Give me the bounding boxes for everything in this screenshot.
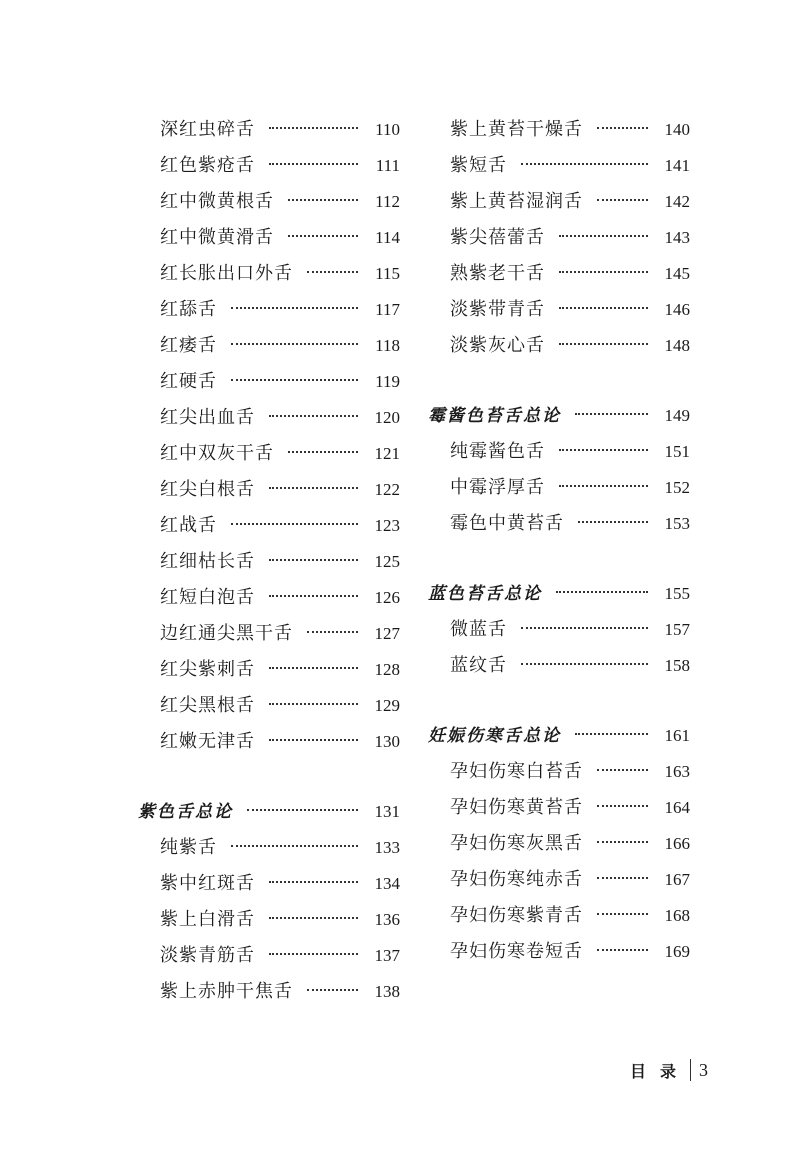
dot-leader [269,163,358,165]
toc-entry[interactable] [428,898,690,934]
toc-entry[interactable] [138,508,400,544]
toc-entry-title: 红长胀出口外舌 [160,263,293,284]
dot-leader [559,235,648,237]
toc-entry[interactable] [138,724,400,760]
dot-leader [556,591,648,593]
toc-entry-title: 紫上赤肿干焦舌 [160,981,293,1002]
dot-leader [575,733,648,735]
dot-leader [269,487,358,489]
dot-leader [521,663,648,665]
toc-entry-page: 164 [664,798,690,817]
dot-leader [269,953,358,955]
toc-right-column [428,112,690,970]
toc-entry-page: 131 [374,802,400,821]
toc-entry[interactable] [428,790,690,826]
toc-entry-title: 紫尖蓓蕾舌 [450,227,545,248]
toc-entry-page: 152 [664,478,690,497]
toc-entry-title: 红细枯长舌 [160,551,255,572]
toc-entry[interactable] [138,938,400,974]
dot-leader [269,917,358,919]
toc-entry-page: 119 [375,372,400,391]
dot-leader [597,127,648,129]
dot-leader [597,805,648,807]
toc-section-heading[interactable] [428,576,690,612]
toc-entry[interactable] [428,256,690,292]
dot-leader [597,877,648,879]
toc-entry[interactable] [428,826,690,862]
toc-entry-page: 115 [375,264,400,283]
section-gap [428,684,690,718]
toc-entry-title: 紫中红斑舌 [160,873,255,894]
toc-entry-page: 153 [664,514,690,533]
toc-entry-title: 红尖黑根舌 [160,695,255,716]
toc-entry[interactable] [428,434,690,470]
toc-entry-page: 141 [664,156,690,175]
toc-entry[interactable] [138,256,400,292]
dot-leader [231,523,358,525]
toc-entry-page: 138 [374,982,400,1001]
dot-leader [559,271,648,273]
toc-entry-page: 137 [374,946,400,965]
toc-entry-page: 163 [664,762,690,781]
toc-entry-title: 中霉浮厚舌 [450,477,545,498]
dot-leader [307,631,358,633]
toc-entry-page: 151 [664,442,690,461]
dot-leader [597,949,648,951]
toc-entry-title: 紫上白滑舌 [160,909,255,930]
toc-entry[interactable] [138,364,400,400]
toc-entry-title: 边红通尖黑干舌 [160,623,293,644]
toc-entry-title: 蓝色苔舌总论 [428,584,542,604]
toc-entry-page: 125 [374,552,400,571]
toc-entry-title: 紫色舌总论 [138,802,233,822]
toc-entry-page: 128 [374,660,400,679]
dot-leader [559,307,648,309]
toc-section-heading[interactable] [428,718,690,754]
dot-leader [578,521,648,523]
toc-entry-page: 117 [375,300,400,319]
toc-entry-page: 168 [664,906,690,925]
dot-leader [231,307,358,309]
dot-leader [269,127,358,129]
toc-entry[interactable] [138,616,400,652]
toc-left-column [138,112,400,1010]
dot-leader [521,163,648,165]
toc-entry-page: 140 [664,120,690,139]
toc-entry-title: 红痿舌 [160,335,217,356]
toc-entry[interactable] [138,292,400,328]
dot-leader [559,449,648,451]
toc-entry-page: 142 [664,192,690,211]
toc-entry-page: 114 [375,228,400,247]
toc-entry[interactable] [138,580,400,616]
section-gap [138,760,400,794]
toc-entry[interactable] [428,184,690,220]
dot-leader [231,379,358,381]
dot-leader [231,343,358,345]
dot-leader [575,413,648,415]
toc-entry[interactable] [138,652,400,688]
toc-entry-title: 孕妇伤寒纯赤舌 [450,869,583,890]
toc-entry-title: 熟紫老干舌 [450,263,545,284]
toc-entry-title: 微蓝舌 [450,619,507,640]
toc-entry-title: 红中微黄根舌 [160,191,274,212]
toc-entry-title: 霉色中黄苔舌 [450,513,564,534]
toc-entry[interactable] [428,934,690,970]
toc-entry-page: 127 [374,624,400,643]
toc-entry[interactable] [428,220,690,256]
toc-entry[interactable] [428,112,690,148]
dot-leader [597,841,648,843]
toc-entry-title: 红硬舌 [160,371,217,392]
toc-entry-title: 红尖出血舌 [160,407,255,428]
toc-entry-title: 紫上黄苔湿润舌 [450,191,583,212]
toc-entry-title: 红短白泡舌 [160,587,255,608]
toc-entry[interactable] [138,902,400,938]
dot-leader [288,199,358,201]
toc-entry[interactable] [138,472,400,508]
dot-leader [288,235,358,237]
toc-entry[interactable] [138,220,400,256]
toc-entry[interactable] [428,292,690,328]
toc-entry-page: 130 [374,732,400,751]
toc-entry[interactable] [138,184,400,220]
toc-entry-page: 122 [374,480,400,499]
toc-entry-page: 110 [375,120,400,139]
dot-leader [269,739,358,741]
toc-entry[interactable] [138,974,400,1010]
toc-entry[interactable] [428,648,690,684]
toc-entry-page: 120 [374,408,400,427]
toc-entry[interactable] [428,754,690,790]
dot-leader [269,415,358,417]
toc-entry-title: 蓝纹舌 [450,655,507,676]
toc-entry-title: 霉酱色苔舌总论 [428,406,561,426]
dot-leader [288,451,358,453]
toc-entry-title: 紫短舌 [450,155,507,176]
dot-leader [231,845,358,847]
dot-leader [247,809,358,811]
toc-entry-page: 161 [664,726,690,745]
page-footer [630,1056,708,1084]
toc-entry-title: 孕妇伤寒黄苔舌 [450,797,583,818]
toc-entry-title: 红中双灰干舌 [160,443,274,464]
dot-leader [307,271,358,273]
toc-entry-title: 红嫩无津舌 [160,731,255,752]
toc-entry-title: 红色紫疮舌 [160,155,255,176]
toc-entry[interactable] [138,148,400,184]
toc-entry[interactable] [138,328,400,364]
footer-divider [690,1059,691,1081]
dot-leader [269,703,358,705]
dot-leader [269,667,358,669]
toc-entry-title: 淡紫灰心舌 [450,335,545,356]
toc-entry-title: 淡紫青筋舌 [160,945,255,966]
toc-entry[interactable] [428,612,690,648]
toc-entry-title: 妊娠伤寒舌总论 [428,726,561,746]
toc-entry-title: 孕妇伤寒灰黑舌 [450,833,583,854]
toc-entry-page: 145 [664,264,690,283]
toc-entry[interactable] [138,544,400,580]
toc-entry-page: 112 [375,192,400,211]
dot-leader [269,595,358,597]
toc-entry-title: 孕妇伤寒白苔舌 [450,761,583,782]
toc-entry-page: 121 [374,444,400,463]
toc-entry-page: 111 [375,156,400,175]
toc-entry-page: 148 [664,336,690,355]
dot-leader [521,627,648,629]
toc-entry[interactable] [428,506,690,542]
toc-entry[interactable] [138,866,400,902]
toc-entry-page: 134 [374,874,400,893]
toc-entry-title: 红舔舌 [160,299,217,320]
toc-entry-page: 129 [374,696,400,715]
toc-section-heading[interactable] [428,398,690,434]
toc-entry-title: 红尖白根舌 [160,479,255,500]
dot-leader [269,559,358,561]
toc-entry-page: 155 [664,584,690,603]
toc-entry[interactable] [138,112,400,148]
toc-entry[interactable] [138,436,400,472]
toc-entry-page: 157 [664,620,690,639]
toc-entry[interactable] [428,470,690,506]
toc-entry-page: 133 [374,838,400,857]
toc-entry-title: 孕妇伤寒卷短舌 [450,941,583,962]
dot-leader [597,769,648,771]
toc-entry-page: 136 [374,910,400,929]
footer-section-label: 目录 [630,1061,691,1081]
dot-leader [559,485,648,487]
toc-entry-page: 149 [664,406,690,425]
toc-section-heading[interactable] [138,794,400,830]
toc-entry[interactable] [428,328,690,364]
toc-entry-title: 淡紫带青舌 [450,299,545,320]
toc-entry-title: 孕妇伤寒紫青舌 [450,905,583,926]
toc-entry-title: 纯紫舌 [160,837,217,858]
section-gap [428,542,690,576]
dot-leader [269,881,358,883]
dot-leader [597,913,648,915]
dot-leader [307,989,358,991]
toc-entry-page: 158 [664,656,690,675]
toc-entry-title: 红尖紫刺舌 [160,659,255,680]
toc-entry-title: 红中微黄滑舌 [160,227,274,248]
toc-entry-page: 169 [664,942,690,961]
toc-entry-title: 红战舌 [160,515,217,536]
toc-entry[interactable] [138,688,400,724]
toc-entry-page: 166 [664,834,690,853]
dot-leader [597,199,648,201]
toc-entry-title: 紫上黄苔干燥舌 [450,119,583,140]
toc-entry-page: 123 [374,516,400,535]
toc-entry[interactable] [428,148,690,184]
toc-entry[interactable] [138,830,400,866]
toc-entry-title: 纯霉酱色舌 [450,441,545,462]
dot-leader [559,343,648,345]
toc-entry-page: 146 [664,300,690,319]
toc-entry-page: 143 [664,228,690,247]
toc-entry-page: 167 [664,870,690,889]
toc-entry[interactable] [428,862,690,898]
section-gap [428,364,690,398]
toc-entry[interactable] [138,400,400,436]
toc-entry-title: 深红虫碎舌 [160,119,255,140]
toc-entry-page: 118 [375,336,400,355]
toc-entry-page: 126 [374,588,400,607]
footer-page-number: 3 [699,1059,709,1080]
